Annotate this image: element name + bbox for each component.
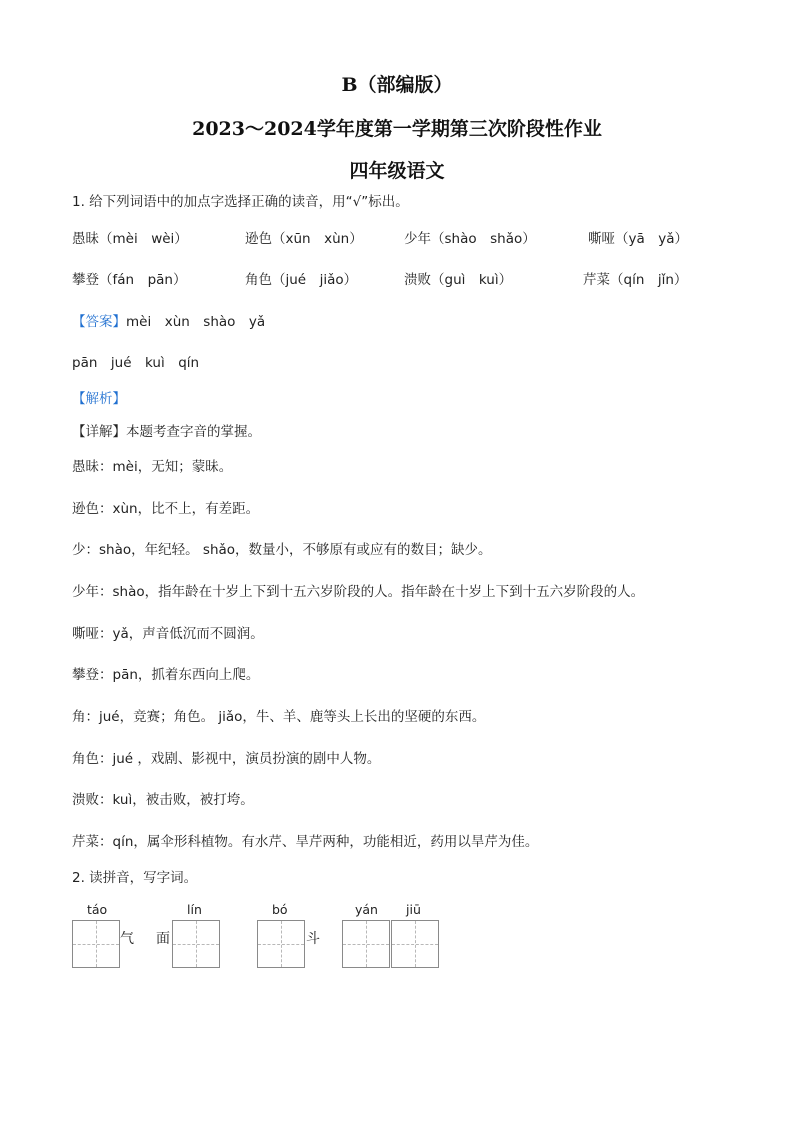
detail-line-10: 溃败：kuì，被击败，被打垮。: [72, 792, 254, 808]
title-subject: 四年级语文: [349, 160, 445, 182]
title-version: B（部编版）: [341, 74, 453, 96]
given-char-dou: 斗: [306, 931, 320, 947]
pinyin-lin: lín: [187, 902, 202, 917]
pinyin-yan: yán: [355, 902, 378, 917]
q1-option-4: 嘶哑（yā yǎ）: [588, 231, 689, 247]
writing-box-1[interactable]: [72, 920, 120, 968]
q1-option-2: 逊色（xūn xùn）: [245, 231, 363, 247]
detail-line-8: 角：jué，竞赛；角色。 jiǎo，牛、羊、鹿等头上长出的坚硬的东西。: [72, 709, 486, 725]
pinyin-tao: táo: [87, 902, 108, 917]
answer-block: [72, 314, 265, 330]
writing-box-5[interactable]: [391, 920, 439, 968]
q1-option-1: 愚昧（mèi wèi）: [72, 231, 188, 247]
writing-box-2[interactable]: [172, 920, 220, 968]
given-char-qi: 气: [120, 931, 134, 947]
answer-line-2: pān jué kuì qín: [72, 355, 200, 371]
detail-line-3: 逊色：xùn，比不上，有差距。: [72, 501, 260, 517]
pinyin-bo: bó: [272, 902, 288, 917]
q1-option-5: 攀登（fán pān）: [72, 272, 187, 288]
pinyin-jiu: jiū: [406, 902, 421, 917]
q1-prompt: 1. 给下列词语中的加点字选择正确的读音，用“√”标出。: [72, 194, 409, 210]
writing-box-3[interactable]: [257, 920, 305, 968]
detail-line-1: 【详解】本题考查字音的掌握。: [72, 424, 261, 440]
q2-prompt: 2. 读拼音，写字词。: [72, 870, 198, 886]
q1-option-6: 角色（jué jiǎo）: [245, 272, 358, 288]
analysis-label: 【解析】: [72, 391, 126, 407]
writing-box-4[interactable]: [342, 920, 390, 968]
detail-line-6: 嘶哑：yǎ，声音低沉而不圆润。: [72, 626, 264, 642]
q1-option-8: 芹菜（qín jǐn）: [583, 272, 688, 288]
q1-option-3: 少年（shào shǎo）: [404, 231, 536, 247]
detail-line-7: 攀登：pān，抓着东西向上爬。: [72, 667, 260, 683]
detail-line-2: 愚昧：mèi，无知；蒙昧。: [72, 459, 233, 475]
q1-option-7: 溃败（guì kuì）: [404, 272, 513, 288]
detail-line-5: 少年：shào，指年龄在十岁上下到十五六岁阶段的人。指年龄在十岁上下到十五六岁阶段的人。: [72, 584, 645, 600]
detail-line-11: 芹菜：qín，属伞形科植物。有水芹、旱芹两种，功能相近，药用以旱芹为佳。: [72, 834, 539, 850]
title-exam: 2023～2024学年度第一学期第三次阶段性作业: [192, 118, 602, 140]
detail-line-4: 少：shào，年纪轻。 shǎo，数量小，不够原有或应有的数目；缺少。: [72, 542, 492, 558]
detail-line-9: 角色：jué ，戏剧、影视中，演员扮演的剧中人物。: [72, 751, 381, 767]
answer-label: 【答案】: [72, 314, 126, 330]
answer-line-1: mèi xùn shào yǎ: [126, 314, 266, 330]
given-char-mian: 面: [156, 931, 170, 947]
